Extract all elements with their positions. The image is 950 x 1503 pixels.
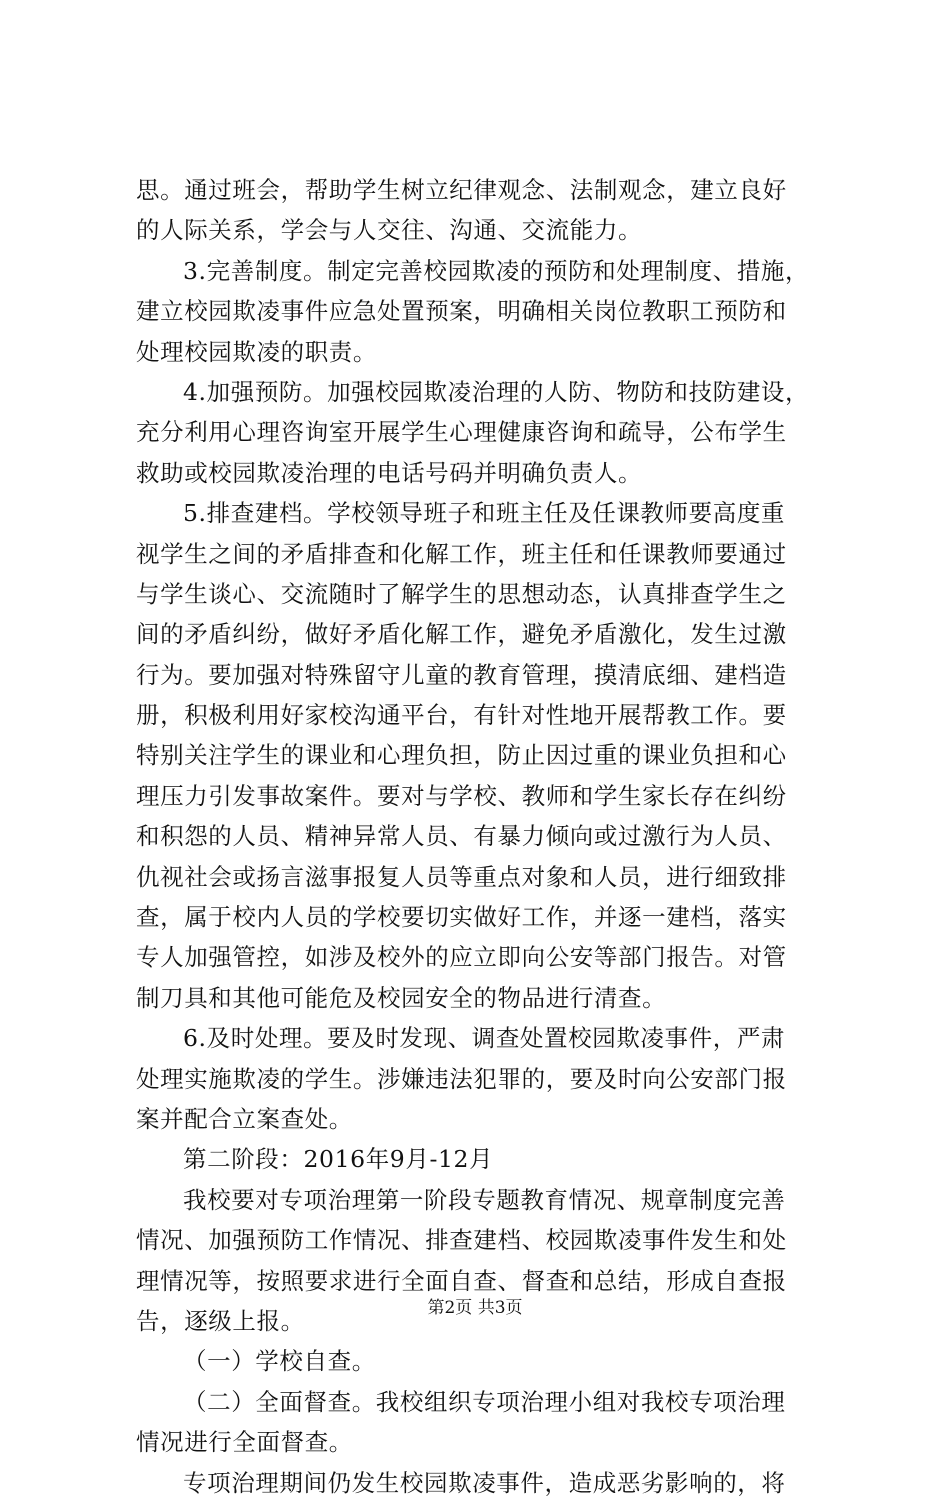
text-line: 第二阶段：2016年9月-12月	[183, 1145, 494, 1174]
text-line: 专项治理期间仍发生校园欺凌事件，造成恶劣影响的，将	[183, 1468, 786, 1497]
text-line: 充分利用心理咨询室开展学生心理健康咨询和疏导，公布学生	[136, 418, 787, 447]
text-line: 特别关注学生的课业和心理负担，防止因过重的课业负担和心	[136, 741, 787, 770]
text-line: 处理校园欺凌的职责。	[136, 337, 377, 366]
text-line: 3.完善制度。制定完善校园欺凌的预防和处理制度、措施，	[183, 256, 810, 285]
text-line: 告，逐级上报。	[136, 1306, 305, 1335]
text-line: 行为。要加强对特殊留守儿童的教育管理，摸清底细、建档造	[136, 660, 787, 689]
text-line: 6.及时处理。要及时发现、调查处置校园欺凌事件，严肃	[183, 1024, 786, 1053]
text-line: 情况进行全面督查。	[136, 1428, 353, 1457]
text-line: 制刀具和其他可能危及校园安全的物品进行清查。	[136, 983, 667, 1012]
text-line: 间的矛盾纠纷，做好矛盾化解工作，避免矛盾激化，发生过激	[136, 620, 787, 649]
text-line: 救助或校园欺凌治理的电话号码并明确负责人。	[136, 458, 643, 487]
text-line: 我校要对专项治理第一阶段专题教育情况、规章制度完善	[183, 1185, 786, 1214]
text-line: （二）全面督查。我校组织专项治理小组对我校专项治理	[183, 1387, 786, 1416]
text-line: 思。通过班会，帮助学生树立纪律观念、法制观念，建立良好	[136, 176, 787, 204]
text-line: 情况、加强预防工作情况、排查建档、校园欺凌事件发生和处	[136, 1226, 787, 1255]
text-line: 5.排查建档。学校领导班子和班主任及任课教师要高度重	[183, 499, 786, 528]
text-line: 4.加强预防。加强校园欺凌治理的人防、物防和技防建设，	[183, 377, 810, 406]
text-line: 建立校园欺凌事件应急处置预案，明确相关岗位教职工预防和	[136, 297, 787, 326]
text-line: 理情况等，按照要求进行全面自查、督查和总结，形成自查报	[136, 1266, 787, 1295]
page-footer: 第2页 共3页	[427, 1298, 523, 1318]
text-line: 仇视社会或扬言滋事报复人员等重点对象和人员，进行细致排	[136, 862, 787, 891]
text-line: 的人际关系，学会与人交往、沟通、交流能力。	[136, 216, 643, 245]
text-line: （一）学校自查。	[183, 1347, 376, 1376]
text-line: 册，积极利用好家校沟通平台，有针对性地开展帮教工作。要	[136, 701, 787, 730]
text-line: 查，属于校内人员的学校要切实做好工作，并逐一建档，落实	[136, 903, 787, 932]
text-line: 理压力引发事故案件。要对与学校、教师和学生家长存在纠纷	[136, 781, 787, 810]
text-line: 专人加强管控，如涉及校外的应立即向公安等部门报告。对管	[136, 943, 787, 972]
text-line: 处理实施欺凌的学生。涉嫌违法犯罪的，要及时向公安部门报	[136, 1064, 787, 1093]
text-line: 案并配合立案查处。	[136, 1104, 353, 1133]
text-line: 视学生之间的矛盾排查和化解工作，班主任和任课教师要通过	[136, 539, 787, 568]
text-line: 和积怨的人员、精神异常人员、有暴力倾向或过激行为人员、	[136, 822, 787, 851]
text-line: 与学生谈心、交流随时了解学生的思想动态，认真排查学生之	[136, 579, 787, 608]
